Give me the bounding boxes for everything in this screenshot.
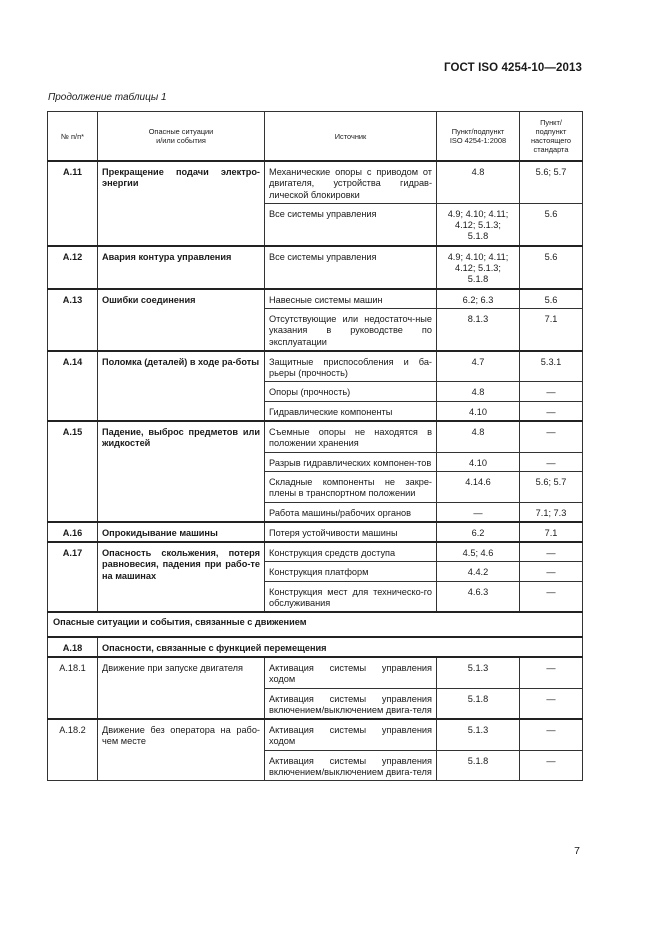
hazard-situation: Авария контура управления <box>98 246 265 289</box>
iso-clause: 4.9; 4.10; 4.11; 4.12; 5.1.3; 5.1.8 <box>437 203 520 245</box>
iso-clause: 6.2; 6.3 <box>437 289 520 309</box>
hazard-source: Все системы управления <box>265 246 437 289</box>
hazard-source: Опоры (прочность) <box>265 382 437 401</box>
iso-clause: 4.10 <box>437 452 520 471</box>
item-number: А.12 <box>48 246 98 289</box>
standard-clause: — <box>520 562 583 581</box>
hazard-source: Активация системы управления включением/выключением двига-теля <box>265 750 437 781</box>
iso-clause: 4.8 <box>437 161 520 203</box>
standard-clause: — <box>520 382 583 401</box>
iso-clause: 5.1.3 <box>437 719 520 750</box>
standard-designation: ГОСТ ISO 4254-10—2013 <box>444 62 582 74</box>
standard-clause: 5.3.1 <box>520 351 583 382</box>
hazard-situation: Движение без оператора на рабо-чем месте <box>98 719 265 781</box>
hazard-situation: Опрокидывание машины <box>98 522 265 542</box>
standard-clause: 5.6 <box>520 289 583 309</box>
hazard-situation: Движение при запуске двигателя <box>98 657 265 719</box>
standard-clause: 7.1 <box>520 308 583 350</box>
iso-clause: 4.4.2 <box>437 562 520 581</box>
hazard-situation: Прекращение подачи электро-энергии <box>98 161 265 246</box>
standard-clause: — <box>520 719 583 750</box>
item-number: А.17 <box>48 542 98 612</box>
hazard-source: Отсутствующие или недостаточ-ные указания в руководстве по эксплуатации <box>265 308 437 350</box>
hazard-source: Складные компоненты не закре-плены в транспортном положении <box>265 471 437 502</box>
iso-clause: 6.2 <box>437 522 520 542</box>
table-row <box>48 246 583 289</box>
column-header-number: № п/п* <box>48 112 98 162</box>
hazards-table <box>47 111 583 781</box>
table-row <box>48 657 583 688</box>
page-number: 7 <box>574 845 580 857</box>
hazard-source: Механические опоры с приводом от двигателя, устройства гидрав-лической блокировки <box>265 161 437 203</box>
standard-clause: 7.1; 7.3 <box>520 502 583 522</box>
table-row <box>48 351 583 382</box>
item-number: А.13 <box>48 289 98 351</box>
standard-clause: 5.6 <box>520 246 583 289</box>
table-row <box>48 542 583 562</box>
hazard-source: Конструкция средств доступа <box>265 542 437 562</box>
standard-clause: 5.6 <box>520 203 583 245</box>
hazard-category-title: Опасности, связанные с функцией перемещения <box>98 637 583 657</box>
item-number: А.15 <box>48 421 98 522</box>
hazard-source: Активация системы управления ходом <box>265 657 437 688</box>
standard-clause: — <box>520 401 583 421</box>
table-row <box>48 289 583 309</box>
item-number: А.16 <box>48 522 98 542</box>
column-header-situations: Опасные ситуации и/или события <box>98 112 265 162</box>
hazard-situation: Поломка (деталей) в ходе ра-боты <box>98 351 265 421</box>
section-row <box>48 612 583 636</box>
hazard-situation: Падение, выброс предметов или жидкостей <box>98 421 265 522</box>
hazard-source: Гидравлические компоненты <box>265 401 437 421</box>
iso-clause: 4.7 <box>437 351 520 382</box>
iso-clause: 5.1.8 <box>437 750 520 781</box>
hazard-source: Съемные опоры не находятся в положении хранения <box>265 421 437 452</box>
table-body <box>48 161 583 781</box>
item-number: А.11 <box>48 161 98 246</box>
item-number: А.18.1 <box>48 657 98 719</box>
standard-clause: — <box>520 421 583 452</box>
column-header-iso-clause: Пункт/подпункт ISO 4254-1:2008 <box>437 112 520 162</box>
standard-clause: — <box>520 452 583 471</box>
item-number: А.18 <box>48 637 98 657</box>
iso-clause: — <box>437 502 520 522</box>
hazard-source: Активация системы управления включением/выключением двига-теля <box>265 688 437 719</box>
hazard-source: Навесные системы машин <box>265 289 437 309</box>
table-continuation-caption: Продолжение таблицы 1 <box>48 92 167 103</box>
hazard-source: Активация системы управления ходом <box>265 719 437 750</box>
hazard-source: Разрыв гидравлических компонен-тов <box>265 452 437 471</box>
hazard-situation: Опасность скольжения, потеря равновесия, падения при рабо-те на машинах <box>98 542 265 612</box>
standard-clause: 5.6; 5.7 <box>520 161 583 203</box>
standard-clause: — <box>520 542 583 562</box>
iso-clause: 4.6.3 <box>437 581 520 612</box>
iso-clause: 4.14.6 <box>437 471 520 502</box>
hazard-source: Потеря устойчивости машины <box>265 522 437 542</box>
iso-clause: 8.1.3 <box>437 308 520 350</box>
hazard-source: Защитные приспособления и ба-рьеры (прочность) <box>265 351 437 382</box>
item-number: А.18.2 <box>48 719 98 781</box>
standard-clause: 7.1 <box>520 522 583 542</box>
standard-clause: — <box>520 688 583 719</box>
column-header-source: Источник <box>265 112 437 162</box>
hazard-source: Конструкция платформ <box>265 562 437 581</box>
table-row <box>48 421 583 452</box>
standard-clause: — <box>520 750 583 781</box>
standard-clause: — <box>520 657 583 688</box>
table-row <box>48 719 583 750</box>
table-row <box>48 637 583 657</box>
standard-clause: — <box>520 581 583 612</box>
section-heading: Опасные ситуации и события, связанные с движением <box>48 612 583 636</box>
iso-clause: 4.8 <box>437 421 520 452</box>
item-number: А.14 <box>48 351 98 421</box>
hazard-situation: Ошибки соединения <box>98 289 265 351</box>
column-header-standard-clause: Пункт/ подпункт настоящего стандарта <box>520 112 583 162</box>
iso-clause: 4.10 <box>437 401 520 421</box>
iso-clause: 4.9; 4.10; 4.11; 4.12; 5.1.3; 5.1.8 <box>437 246 520 289</box>
table-row <box>48 161 583 203</box>
hazard-source: Конструкция мест для техническо-го обслуживания <box>265 581 437 612</box>
iso-clause: 5.1.3 <box>437 657 520 688</box>
iso-clause: 4.5; 4.6 <box>437 542 520 562</box>
table-row <box>48 522 583 542</box>
hazard-source: Работа машины/рабочих органов <box>265 502 437 522</box>
standard-clause: 5.6; 5.7 <box>520 471 583 502</box>
hazard-source: Все системы управления <box>265 203 437 245</box>
iso-clause: 5.1.8 <box>437 688 520 719</box>
iso-clause: 4.8 <box>437 382 520 401</box>
